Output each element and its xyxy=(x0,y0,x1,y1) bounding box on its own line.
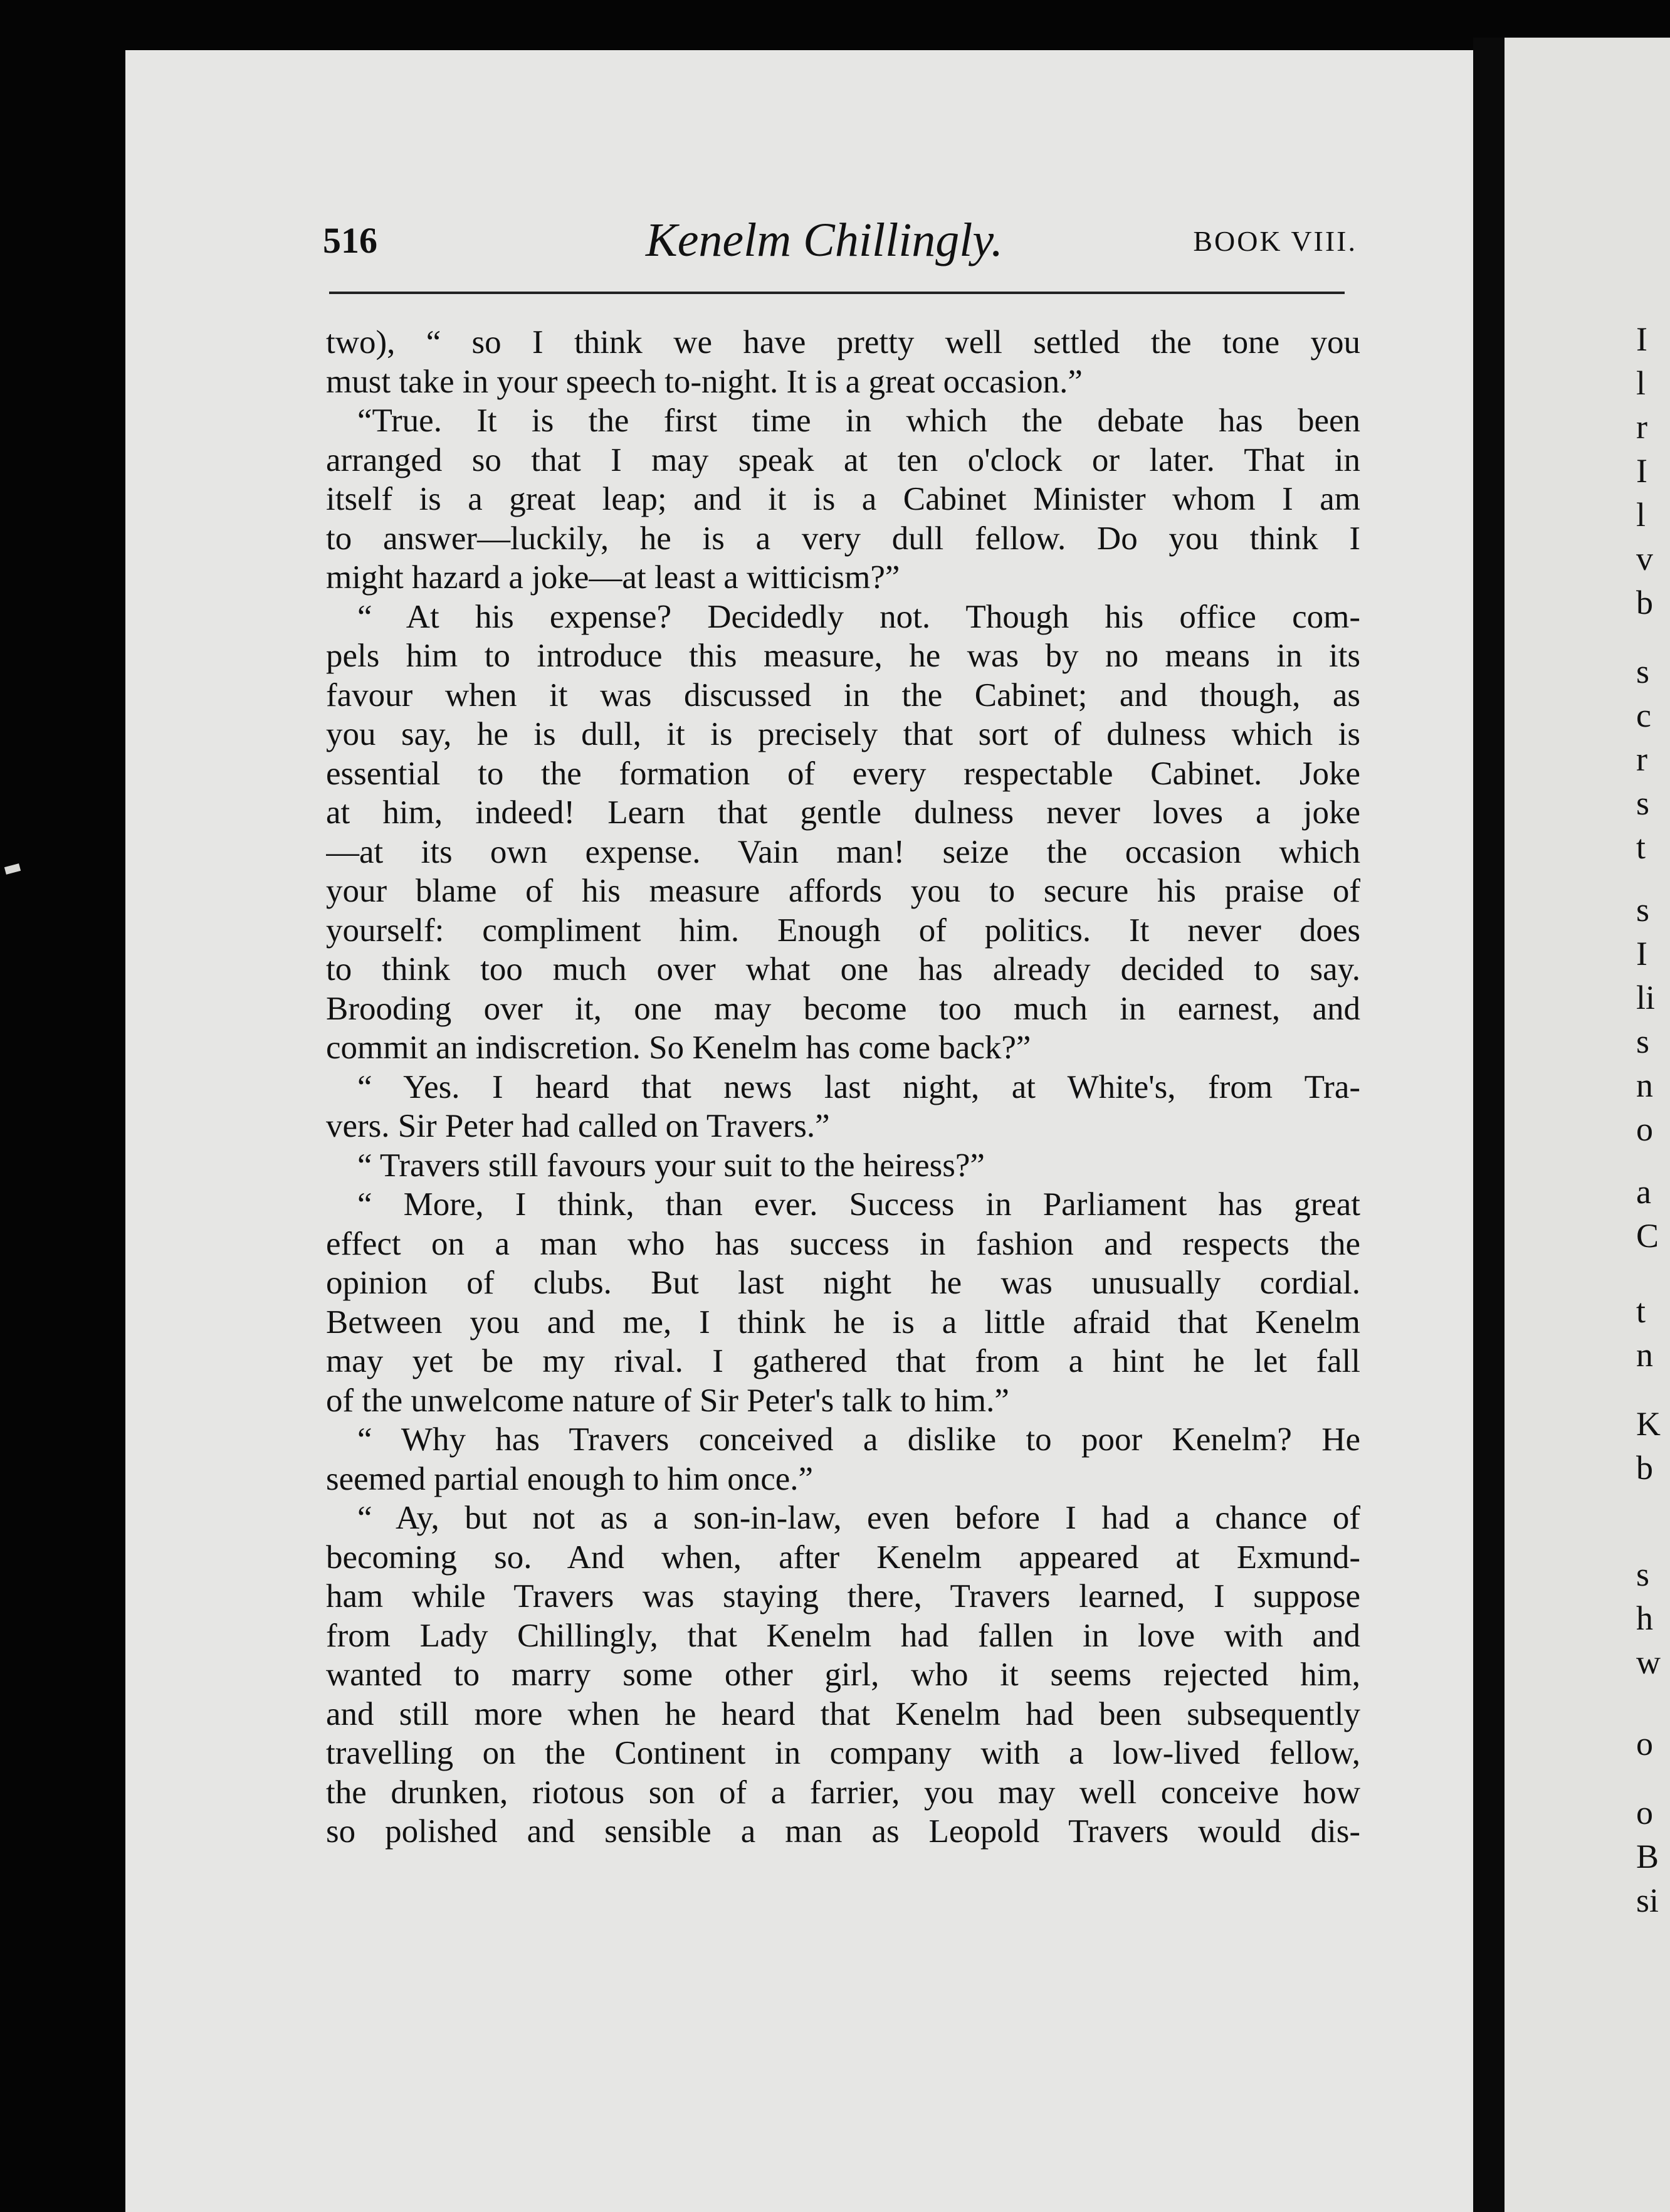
text-line: itself is a great leap; and it is a Cabinet Minister whom I am xyxy=(326,481,1360,517)
facing-page-fragment: s xyxy=(1636,784,1650,822)
facing-page-fragment: o xyxy=(1636,1725,1653,1762)
text-line: “True. It is the first time in which the debate has been xyxy=(357,403,1360,439)
facing-page-fragment: l xyxy=(1636,364,1646,402)
facing-page-fragment: l xyxy=(1636,496,1646,534)
text-line: so polished and sensible a man as Leopold Travers would dis- xyxy=(326,1813,1360,1850)
text-line: “ More, I think, than ever. Success in Parliament has great xyxy=(357,1186,1360,1223)
text-line: two), “ so I think we have pretty well settled the tone you xyxy=(326,324,1360,361)
facing-page-fragment: C xyxy=(1636,1217,1659,1255)
text-line: “ Why has Travers conceived a dislike to poor Kenelm? He xyxy=(357,1421,1360,1458)
facing-page-fragment: o xyxy=(1636,1110,1653,1148)
facing-page-fragment: c xyxy=(1636,697,1651,734)
text-line: yourself: compliment him. Enough of politics. It never does xyxy=(326,912,1360,949)
facing-page-fragment: r xyxy=(1636,740,1647,778)
facing-page-fragment: t xyxy=(1636,1292,1646,1330)
text-line: “ Travers still favours your suit to the heiress?” xyxy=(357,1147,985,1184)
text-line: pels him to introduce this measure, he was by no means in its xyxy=(326,638,1360,674)
body-text xyxy=(326,323,1360,1851)
facing-page-fragment: r xyxy=(1636,408,1647,446)
text-line: “ At his expense? Decidedly not. Though his office com- xyxy=(357,598,1360,635)
facing-page-fragment: n xyxy=(1636,1066,1653,1104)
text-line: seemed partial enough to him once.” xyxy=(326,1460,814,1497)
facing-page-fragment: a xyxy=(1636,1173,1651,1211)
facing-page-fragment: I xyxy=(1636,935,1647,972)
text-line: from Lady Chillingly, that Kenelm had fallen in love with and xyxy=(326,1617,1360,1654)
facing-page-fragment: w xyxy=(1636,1643,1661,1681)
text-line: “ Ay, but not as a son-in-law, even before I had a chance of xyxy=(357,1500,1360,1536)
text-line: at him, indeed! Learn that gentle dulness never loves a joke xyxy=(326,794,1360,831)
text-line: Brooding over it, one may become too much in earnest, and xyxy=(326,990,1360,1027)
facing-page-fragment: si xyxy=(1636,1882,1659,1919)
scan-speck xyxy=(4,863,21,875)
text-line: must take in your speech to-night. It is a great occasion.” xyxy=(326,363,1083,400)
facing-page-fragment: s xyxy=(1636,1556,1650,1593)
page-header xyxy=(323,213,1357,288)
book-label: BOOK VIII. xyxy=(1193,225,1357,257)
text-line: essential to the formation of every respectable Cabinet. Joke xyxy=(326,755,1360,792)
page-gutter xyxy=(1473,38,1505,2212)
text-line: of the unwelcome nature of Sir Peter's talk to him.” xyxy=(326,1382,1009,1419)
facing-page-edge xyxy=(1505,38,1670,2212)
text-line: becoming so. And when, after Kenelm appeared at Exmund- xyxy=(326,1539,1360,1576)
text-line: effect on a man who has success in fashion and respects the xyxy=(326,1225,1360,1262)
facing-page-fragment: h xyxy=(1636,1599,1653,1637)
facing-page-fragment: b xyxy=(1636,584,1653,621)
facing-page-fragment: s xyxy=(1636,891,1650,929)
text-line: wanted to marry some other girl, who it seems rejected him, xyxy=(326,1656,1360,1693)
header-rule xyxy=(329,292,1345,294)
text-line: ham while Travers was staying there, Travers learned, I suppose xyxy=(326,1578,1360,1614)
facing-page-fragment: t xyxy=(1636,828,1646,866)
text-line: “ Yes. I heard that news last night, at White's, from Tra- xyxy=(357,1068,1360,1105)
facing-page-fragment: I xyxy=(1636,452,1647,490)
text-line: you say, he is dull, it is precisely that sort of dulness which is xyxy=(326,716,1360,752)
text-line: your blame of his measure affords you to secure his praise of xyxy=(326,873,1360,909)
facing-page-fragment: b xyxy=(1636,1449,1653,1487)
text-line: to think too much over what one has already decided to say. xyxy=(326,951,1360,988)
facing-page-fragment: B xyxy=(1636,1838,1659,1875)
text-line: favour when it was discussed in the Cabinet; and though, as xyxy=(326,677,1360,714)
facing-page-fragment: K xyxy=(1636,1405,1661,1443)
text-line: arranged so that I may speak at ten o'clock or later. That in xyxy=(326,441,1360,478)
text-line: may yet be my rival. I gathered that from a hint he let fall xyxy=(326,1343,1360,1379)
text-line: and still more when he heard that Kenelm had been subsequently xyxy=(326,1695,1360,1732)
text-line: to answer—luckily, he is a very dull fellow. Do you think I xyxy=(326,520,1360,557)
facing-page-fragment: s xyxy=(1636,1023,1650,1060)
text-line: —at its own expense. Vain man! seize the occasion which xyxy=(326,833,1360,870)
text-line: Between you and me, I think he is a little afraid that Kenelm xyxy=(326,1304,1360,1340)
facing-page-fragment: li xyxy=(1636,979,1656,1016)
text-line: travelling on the Continent in company with a low-lived fellow, xyxy=(326,1735,1360,1771)
facing-page-fragment: v xyxy=(1636,540,1653,577)
text-line: the drunken, riotous son of a farrier, you may well conceive how xyxy=(326,1774,1360,1811)
text-line: opinion of clubs. But last night he was unusually cordial. xyxy=(326,1265,1360,1301)
text-line: commit an indiscretion. So Kenelm has come back?” xyxy=(326,1030,1031,1066)
facing-page-fragment: n xyxy=(1636,1336,1653,1374)
running-title: Kenelm Chillingly. xyxy=(646,214,1003,266)
facing-page-fragment: o xyxy=(1636,1794,1653,1831)
facing-page-fragment: s xyxy=(1636,653,1650,690)
page-number: 516 xyxy=(323,220,377,261)
text-line: might hazard a joke—at least a witticism?” xyxy=(326,559,900,596)
facing-page-fragment: I xyxy=(1636,320,1647,358)
text-line: vers. Sir Peter had called on Travers.” xyxy=(326,1108,830,1144)
